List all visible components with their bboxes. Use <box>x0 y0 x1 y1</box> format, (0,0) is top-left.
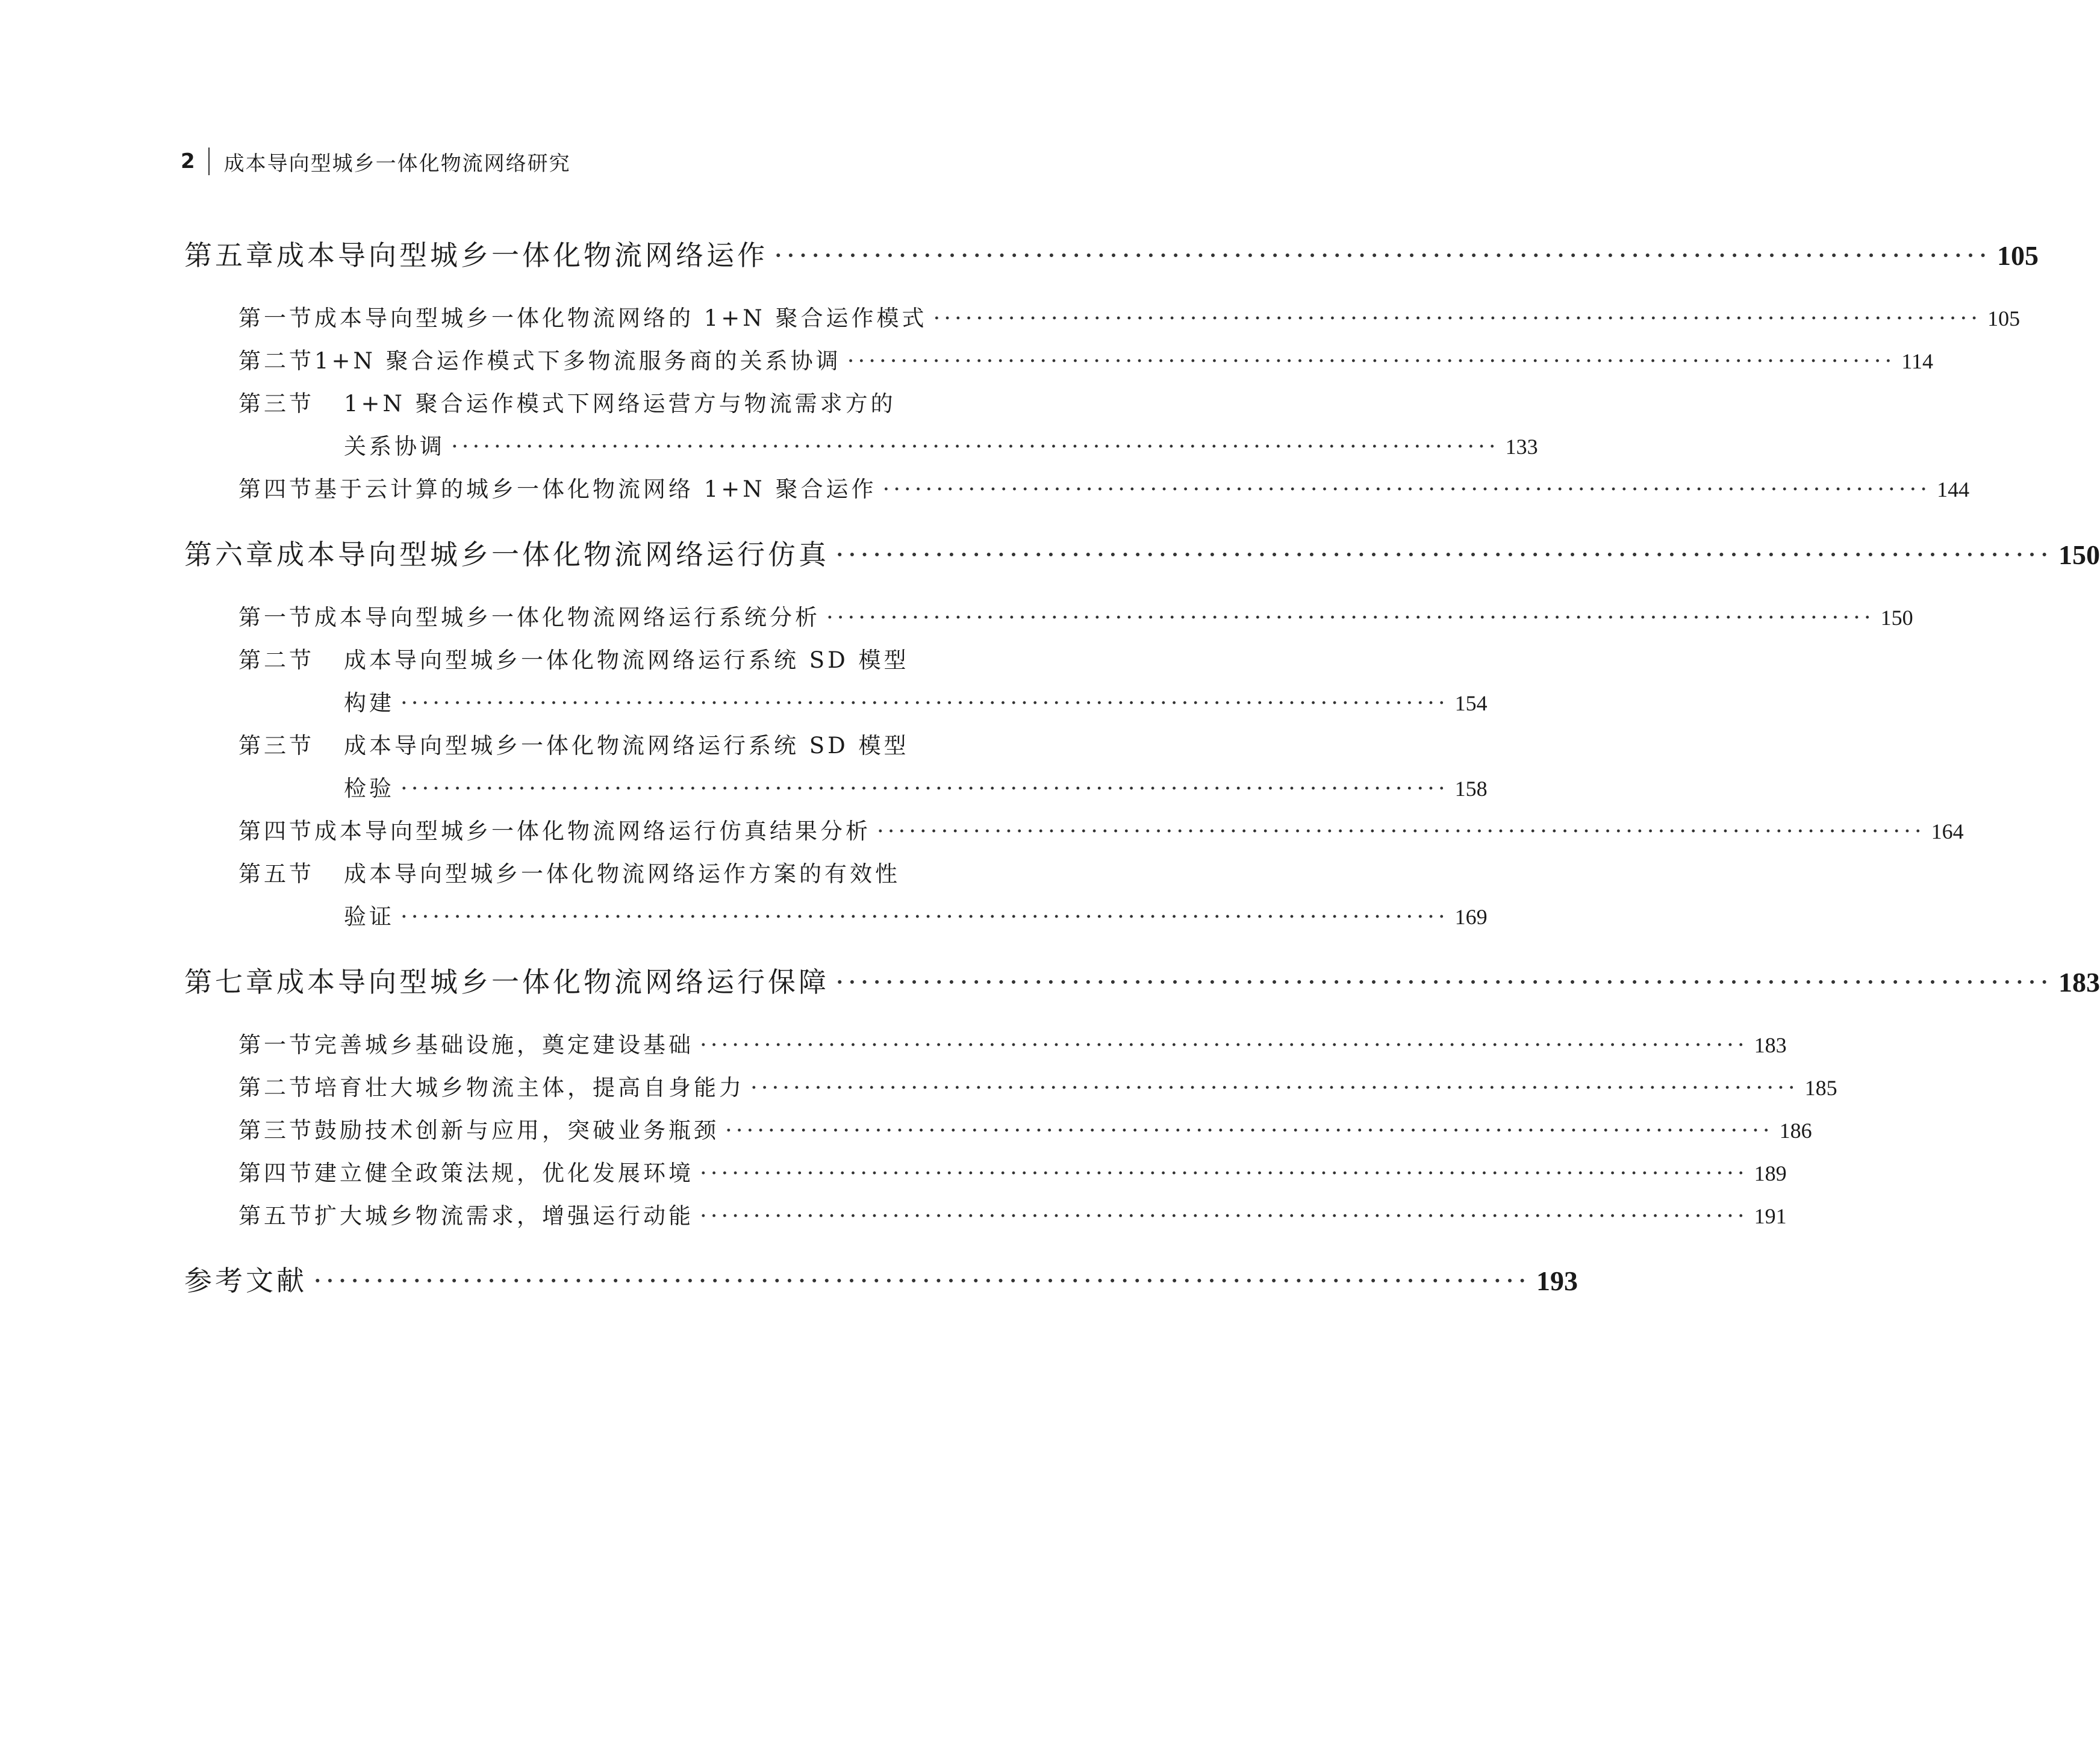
section-page: 189 <box>1754 1161 1787 1185</box>
toc-section[interactable] <box>184 856 1050 888</box>
leader-dots: ·································································································· <box>700 1203 1748 1229</box>
toc-section-continuation[interactable] <box>184 685 1488 717</box>
section-label: 第一节 <box>238 305 314 331</box>
section-title-continued: 关系协调 <box>344 433 445 459</box>
toc-chapter-7[interactable] <box>184 960 2100 1000</box>
section-title: 培育壮大城乡物流主体，提高自身能力 <box>314 1075 744 1101</box>
leader-dots: ·································································································· <box>882 476 1931 502</box>
running-header <box>181 143 571 179</box>
section-page: 185 <box>1804 1076 1837 1100</box>
toc-chapter-6[interactable] <box>184 533 2100 573</box>
section-label: 第二节 <box>238 348 314 374</box>
leader-dots: ·································································································· <box>400 690 1449 716</box>
toc-chapter-5[interactable] <box>184 234 2039 273</box>
section-title: 1+N 聚合运作模式下多物流服务商的关系协调 <box>314 348 841 374</box>
section-label: 第四节 <box>238 476 314 502</box>
leader-dots: ·································································································· <box>933 305 1982 331</box>
toc-section[interactable] <box>184 1198 1787 1230</box>
toc-references[interactable] <box>184 1259 1578 1299</box>
section-title: 完善城乡基础设施，奠定建设基础 <box>314 1032 694 1058</box>
section-label: 第二节 <box>238 647 314 673</box>
section-page: 105 <box>1987 306 2021 331</box>
leader-dots: ·································································································· <box>847 348 1896 374</box>
section-label: 第一节 <box>238 1032 314 1058</box>
header-divider <box>208 148 210 175</box>
section-title-continued: 检验 <box>344 775 394 801</box>
section-title: 成本导向型城乡一体化物流网络运行系统 SD 模型 <box>344 733 909 759</box>
section-title: 鼓励技术创新与应用，突破业务瓶颈 <box>314 1117 719 1143</box>
section-title: 建立健全政策法规，优化发展环境 <box>314 1160 694 1186</box>
section-label: 第四节 <box>238 818 314 844</box>
section-label: 第一节 <box>238 604 314 630</box>
chapter-title: 成本导向型城乡一体化物流网络运行保障 <box>276 966 829 998</box>
leader-dots: ·································································································· <box>700 1032 1748 1058</box>
section-page: 183 <box>1754 1033 1787 1057</box>
section-page: 133 <box>1505 435 1538 459</box>
leader-dots: ·································································································· <box>826 604 1875 630</box>
toc-section[interactable] <box>184 642 1050 674</box>
section-page: 169 <box>1454 905 1488 929</box>
section-title: 成本导向型城乡一体化物流网络运行系统分析 <box>314 604 820 630</box>
toc-section[interactable] <box>184 1027 1787 1059</box>
section-title: 成本导向型城乡一体化物流网络运行仿真结果分析 <box>314 818 871 844</box>
section-page: 144 <box>1937 477 1970 502</box>
book-title: 成本导向型城乡一体化物流网络研究 <box>223 151 571 176</box>
toc-section[interactable] <box>184 1155 1787 1187</box>
leader-dots: ·································································································· <box>700 1160 1748 1186</box>
leader-dots: ·································································································· <box>835 966 2052 998</box>
section-title: 扩大城乡物流需求，增强运行动能 <box>314 1203 694 1229</box>
chapter-label: 第五章 <box>184 239 276 272</box>
toc-section[interactable] <box>184 343 1933 375</box>
toc-section[interactable] <box>184 385 1050 418</box>
section-page: 191 <box>1754 1204 1787 1228</box>
section-page: 158 <box>1454 777 1488 801</box>
toc-section-continuation[interactable] <box>184 770 1488 803</box>
section-label: 第四节 <box>238 1160 314 1186</box>
section-label: 第五节 <box>238 1203 314 1229</box>
toc-section[interactable] <box>184 300 2021 332</box>
section-label: 第二节 <box>238 1075 314 1101</box>
section-title: 成本导向型城乡一体化物流网络的 1+N 聚合运作模式 <box>314 305 927 331</box>
page-number: 2 <box>181 149 195 173</box>
section-label: 第三节 <box>238 391 314 417</box>
chapter-page: 150 <box>2058 539 2100 570</box>
chapter-label: 第七章 <box>184 966 276 998</box>
chapter-label: 第六章 <box>184 538 276 571</box>
section-page: 164 <box>1931 819 1964 843</box>
toc-section-continuation[interactable] <box>184 428 1538 461</box>
toc-section[interactable] <box>184 599 1913 632</box>
chapter-title: 成本导向型城乡一体化物流网络运行仿真 <box>276 538 829 571</box>
section-page: 186 <box>1779 1119 1812 1143</box>
leader-dots: ·································································································· <box>313 1264 1530 1297</box>
section-page: 154 <box>1454 691 1488 715</box>
toc-section[interactable] <box>184 813 1964 845</box>
chapter-title: 成本导向型城乡一体化物流网络运作 <box>276 239 768 272</box>
section-label: 第三节 <box>238 733 314 759</box>
leader-dots: ·································································································· <box>451 433 1500 459</box>
leader-dots: ·································································································· <box>835 538 2052 571</box>
toc-section[interactable] <box>184 1112 1812 1145</box>
section-title-continued: 验证 <box>344 904 394 930</box>
toc-section[interactable] <box>184 1069 1837 1102</box>
chapter-page: 105 <box>1996 240 2039 271</box>
section-title: 1+N 聚合运作模式下网络运营方与物流需求方的 <box>344 391 896 417</box>
references-page: 193 <box>1536 1266 1578 1296</box>
leader-dots: ·································································································· <box>400 904 1449 930</box>
section-title: 成本导向型城乡一体化物流网络运行系统 SD 模型 <box>344 647 909 673</box>
leader-dots: ·································································································· <box>750 1075 1799 1101</box>
section-page: 150 <box>1880 606 1913 630</box>
toc-section[interactable] <box>184 727 1050 760</box>
section-title: 成本导向型城乡一体化物流网络运作方案的有效性 <box>344 861 900 887</box>
toc-section-continuation[interactable] <box>184 898 1488 931</box>
section-title-continued: 构建 <box>344 690 394 716</box>
toc-section[interactable] <box>184 471 1970 503</box>
leader-dots: ·································································································· <box>877 818 1925 844</box>
leader-dots: ·································································································· <box>774 239 1991 272</box>
references-title: 参考文献 <box>184 1264 307 1297</box>
leader-dots: ·································································································· <box>725 1117 1774 1143</box>
section-label: 第五节 <box>238 861 314 887</box>
chapter-page: 183 <box>2058 967 2100 998</box>
section-title: 基于云计算的城乡一体化物流网络 1+N 聚合运作 <box>314 476 877 502</box>
section-label: 第三节 <box>238 1117 314 1143</box>
section-page: 114 <box>1901 349 1933 373</box>
leader-dots: ·································································································· <box>400 775 1449 801</box>
